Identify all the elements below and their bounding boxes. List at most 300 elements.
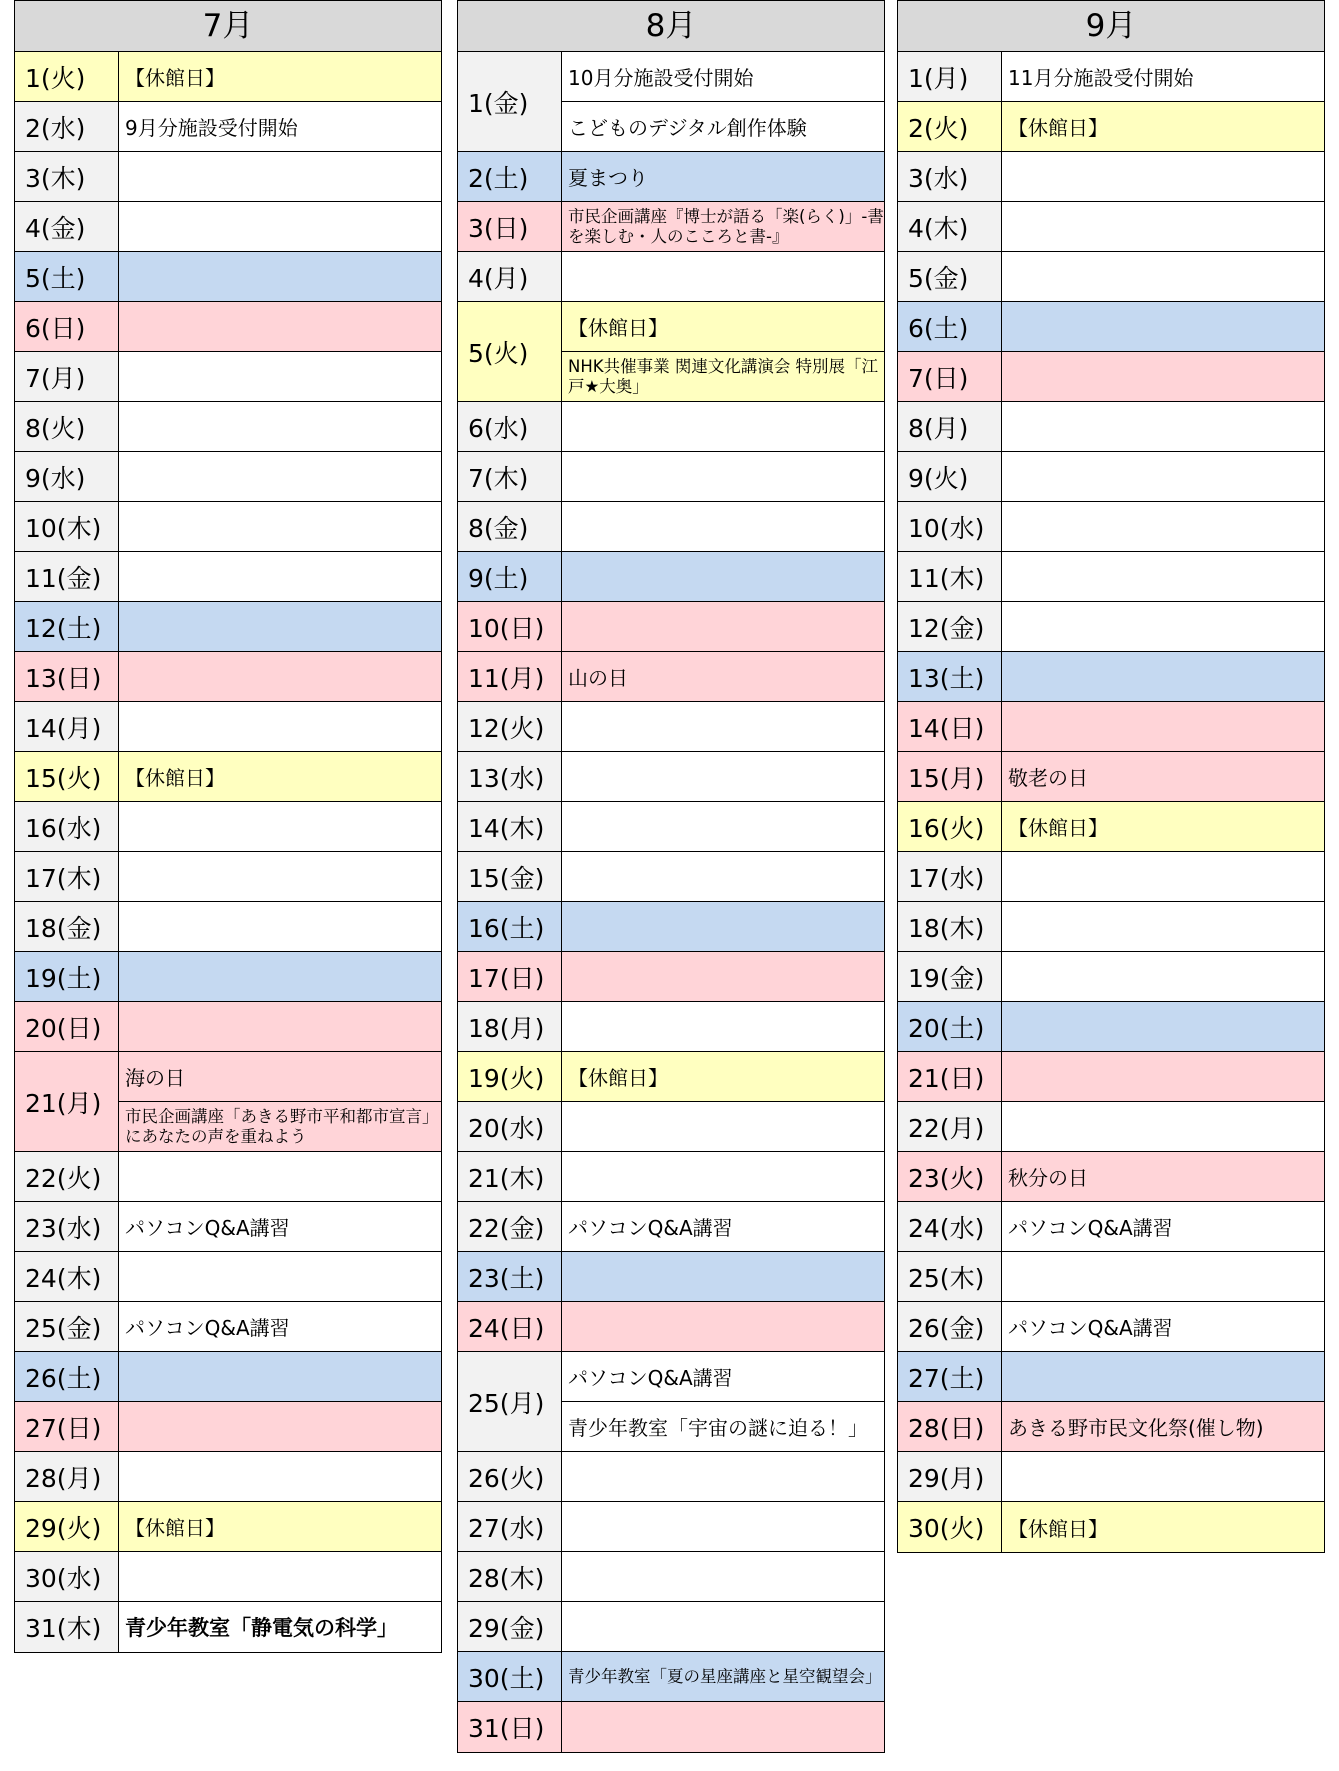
day-date: 5(土) bbox=[15, 252, 119, 301]
event-text: こどものデジタル創作体験 bbox=[568, 116, 807, 140]
event-text: 【休館日】 bbox=[125, 766, 225, 790]
day-events bbox=[562, 252, 884, 301]
event-text bbox=[562, 1302, 884, 1351]
day-events bbox=[562, 1202, 884, 1251]
event-text bbox=[1002, 1002, 1324, 1051]
day-events bbox=[119, 452, 441, 501]
day-date: 12(火) bbox=[458, 702, 562, 751]
day-list bbox=[458, 52, 884, 1752]
day-date: 24(木) bbox=[15, 1252, 119, 1301]
day-list bbox=[15, 52, 441, 1652]
event-text bbox=[1002, 502, 1324, 551]
day-events bbox=[119, 1502, 441, 1551]
event-text bbox=[119, 802, 441, 851]
day-events bbox=[562, 502, 884, 551]
day-date: 11(金) bbox=[15, 552, 119, 601]
day-row bbox=[898, 1202, 1324, 1252]
day-row bbox=[15, 302, 441, 352]
day-row bbox=[458, 302, 884, 402]
day-events bbox=[1002, 202, 1324, 251]
event-text: 夏まつり bbox=[568, 166, 648, 190]
day-row bbox=[458, 1702, 884, 1752]
day-events bbox=[562, 1702, 884, 1752]
event-text bbox=[1002, 352, 1324, 401]
day-row bbox=[898, 952, 1324, 1002]
day-events bbox=[119, 802, 441, 851]
day-events bbox=[119, 852, 441, 901]
day-row bbox=[458, 1302, 884, 1352]
event-text: 青少年教室「宇宙の謎に迫る！」 bbox=[568, 1416, 868, 1440]
event-text bbox=[119, 902, 441, 951]
day-row bbox=[15, 1002, 441, 1052]
day-row bbox=[15, 252, 441, 302]
day-date: 26(火) bbox=[458, 1452, 562, 1501]
event-text bbox=[1002, 252, 1324, 301]
day-row bbox=[15, 602, 441, 652]
event-text bbox=[1002, 1352, 1324, 1401]
day-date: 13(水) bbox=[458, 752, 562, 801]
day-events bbox=[1002, 502, 1324, 551]
day-date: 21(木) bbox=[458, 1152, 562, 1201]
day-date: 24(水) bbox=[898, 1202, 1002, 1251]
day-date: 23(火) bbox=[898, 1152, 1002, 1201]
event-text bbox=[562, 1452, 884, 1501]
day-row bbox=[898, 1352, 1324, 1402]
day-events bbox=[1002, 152, 1324, 201]
day-date: 4(月) bbox=[458, 252, 562, 301]
event-text bbox=[562, 1552, 884, 1601]
day-events bbox=[119, 552, 441, 601]
day-row bbox=[898, 902, 1324, 952]
event-text bbox=[119, 1402, 441, 1451]
month-title: 8月 bbox=[458, 1, 884, 52]
event-text bbox=[119, 252, 441, 301]
day-date: 11(木) bbox=[898, 552, 1002, 601]
event-text: パソコンQ&A講習 bbox=[1008, 1316, 1173, 1340]
day-events bbox=[119, 352, 441, 401]
event-text: 海の日 bbox=[119, 1052, 441, 1102]
day-row bbox=[458, 152, 884, 202]
day-events bbox=[1002, 1502, 1324, 1552]
event-text: 【休館日】 bbox=[1008, 116, 1108, 140]
day-row bbox=[15, 1552, 441, 1602]
day-date: 2(水) bbox=[15, 102, 119, 151]
event-text bbox=[1002, 902, 1324, 951]
day-row bbox=[898, 502, 1324, 552]
day-date: 27(土) bbox=[898, 1352, 1002, 1401]
event-text bbox=[1002, 1452, 1324, 1501]
day-events bbox=[119, 102, 441, 151]
day-row bbox=[898, 552, 1324, 602]
day-events bbox=[119, 1452, 441, 1501]
event-text bbox=[119, 952, 441, 1001]
day-date: 6(水) bbox=[458, 402, 562, 451]
day-date: 14(月) bbox=[15, 702, 119, 751]
day-date: 15(火) bbox=[15, 752, 119, 801]
day-date: 25(月) bbox=[458, 1352, 562, 1451]
event-text bbox=[119, 602, 441, 651]
day-date: 5(金) bbox=[898, 252, 1002, 301]
day-row bbox=[15, 352, 441, 402]
day-events bbox=[1002, 552, 1324, 601]
day-row bbox=[458, 852, 884, 902]
day-row bbox=[458, 402, 884, 452]
event-text bbox=[562, 602, 884, 651]
event-text bbox=[1002, 602, 1324, 651]
day-date: 12(土) bbox=[15, 602, 119, 651]
day-events bbox=[562, 1652, 884, 1701]
event-text: パソコンQ&A講習 bbox=[568, 1216, 733, 1240]
day-row bbox=[15, 652, 441, 702]
day-date: 16(水) bbox=[15, 802, 119, 851]
day-row bbox=[15, 1352, 441, 1402]
event-text bbox=[562, 1102, 884, 1151]
day-row bbox=[458, 502, 884, 552]
day-date: 30(土) bbox=[458, 1652, 562, 1701]
day-date: 12(金) bbox=[898, 602, 1002, 651]
event-text bbox=[562, 952, 884, 1001]
day-events bbox=[562, 1302, 884, 1351]
day-row bbox=[458, 1602, 884, 1652]
day-events bbox=[1002, 352, 1324, 401]
day-date: 3(木) bbox=[15, 152, 119, 201]
event-text bbox=[119, 202, 441, 251]
day-events bbox=[1002, 852, 1324, 901]
day-events bbox=[119, 1552, 441, 1601]
day-events bbox=[562, 152, 884, 201]
day-events bbox=[562, 1002, 884, 1051]
day-row bbox=[15, 702, 441, 752]
event-text: 市民企画講座「あきる野市平和都市宣言」にあなたの声を重ねよう bbox=[125, 1106, 439, 1146]
day-date: 26(土) bbox=[15, 1352, 119, 1401]
event-text bbox=[1002, 952, 1324, 1001]
day-events bbox=[562, 1602, 884, 1651]
day-row bbox=[898, 352, 1324, 402]
day-row bbox=[15, 852, 441, 902]
day-events bbox=[562, 1152, 884, 1201]
day-events bbox=[562, 402, 884, 451]
event-text: 【休館日】 bbox=[125, 66, 225, 90]
day-date: 28(日) bbox=[898, 1402, 1002, 1451]
day-events bbox=[119, 652, 441, 701]
day-row bbox=[15, 1602, 441, 1652]
day-row bbox=[15, 502, 441, 552]
day-date: 27(日) bbox=[15, 1402, 119, 1451]
event-text: 市民企画講座『博士が語る「楽(らく)」-書を楽しむ・人のこころと書-』 bbox=[568, 206, 884, 246]
day-date: 22(火) bbox=[15, 1152, 119, 1201]
event-text bbox=[1002, 1052, 1324, 1101]
day-date: 8(月) bbox=[898, 402, 1002, 451]
day-events bbox=[119, 252, 441, 301]
day-row bbox=[458, 652, 884, 702]
day-date: 17(水) bbox=[898, 852, 1002, 901]
day-row bbox=[898, 202, 1324, 252]
day-date: 6(土) bbox=[898, 302, 1002, 351]
day-events bbox=[119, 602, 441, 651]
day-row bbox=[15, 202, 441, 252]
event-text bbox=[562, 552, 884, 601]
day-row bbox=[15, 1402, 441, 1452]
event-text bbox=[562, 1602, 884, 1651]
event-text: 【休館日】 bbox=[1008, 816, 1108, 840]
day-row bbox=[898, 752, 1324, 802]
day-row bbox=[458, 1002, 884, 1052]
day-date: 24(日) bbox=[458, 1302, 562, 1351]
day-events bbox=[119, 752, 441, 801]
day-row bbox=[15, 102, 441, 152]
day-row bbox=[15, 1052, 441, 1152]
day-date: 25(木) bbox=[898, 1252, 1002, 1301]
event-text bbox=[562, 1252, 884, 1301]
event-text bbox=[119, 1452, 441, 1501]
day-row bbox=[898, 252, 1324, 302]
day-row bbox=[15, 1152, 441, 1202]
day-row bbox=[898, 802, 1324, 852]
day-events bbox=[562, 1452, 884, 1501]
day-row bbox=[15, 752, 441, 802]
day-list bbox=[898, 52, 1324, 1552]
day-row bbox=[458, 1102, 884, 1152]
day-row bbox=[458, 52, 884, 152]
day-date: 16(火) bbox=[898, 802, 1002, 851]
event-text bbox=[119, 152, 441, 201]
day-date: 18(金) bbox=[15, 902, 119, 951]
day-events bbox=[119, 502, 441, 551]
event-text: 【休館日】 bbox=[568, 1066, 668, 1090]
day-row bbox=[15, 1302, 441, 1352]
event-text bbox=[562, 502, 884, 551]
day-row bbox=[898, 1002, 1324, 1052]
event-text: 10月分施設受付開始 bbox=[562, 52, 884, 102]
day-row bbox=[458, 902, 884, 952]
day-events bbox=[119, 1402, 441, 1451]
day-row bbox=[458, 1652, 884, 1702]
day-date: 2(土) bbox=[458, 152, 562, 201]
day-date: 13(日) bbox=[15, 652, 119, 701]
day-row bbox=[898, 852, 1324, 902]
day-date: 20(日) bbox=[15, 1002, 119, 1051]
day-events bbox=[1002, 1352, 1324, 1401]
day-row bbox=[898, 1152, 1324, 1202]
event-text bbox=[1002, 152, 1324, 201]
day-date: 1(月) bbox=[898, 52, 1002, 101]
day-date: 26(金) bbox=[898, 1302, 1002, 1351]
day-events bbox=[1002, 252, 1324, 301]
day-events bbox=[119, 1602, 441, 1652]
event-text: あきる野市民文化祭(催し物) bbox=[1008, 1416, 1264, 1440]
event-text bbox=[119, 1002, 441, 1051]
day-date: 28(月) bbox=[15, 1452, 119, 1501]
day-date: 8(火) bbox=[15, 402, 119, 451]
day-events bbox=[1002, 802, 1324, 851]
day-date: 29(金) bbox=[458, 1602, 562, 1651]
day-events bbox=[119, 402, 441, 451]
day-date: 5(火) bbox=[458, 302, 562, 401]
day-row bbox=[898, 1452, 1324, 1502]
event-text bbox=[562, 402, 884, 451]
event-text: パソコンQ&A講習 bbox=[1008, 1216, 1173, 1240]
event-text bbox=[1002, 702, 1324, 751]
day-row bbox=[458, 802, 884, 852]
day-row bbox=[898, 452, 1324, 502]
day-date: 23(水) bbox=[15, 1202, 119, 1251]
day-date: 4(木) bbox=[898, 202, 1002, 251]
day-events bbox=[562, 602, 884, 651]
day-date: 25(金) bbox=[15, 1302, 119, 1351]
event-text: 【休館日】 bbox=[1008, 1516, 1108, 1541]
day-row bbox=[458, 1452, 884, 1502]
day-row bbox=[458, 702, 884, 752]
day-date: 21(日) bbox=[898, 1052, 1002, 1101]
event-text bbox=[1002, 202, 1324, 251]
day-row bbox=[898, 102, 1324, 152]
event-text: パソコンQ&A講習 bbox=[125, 1316, 290, 1340]
event-text bbox=[562, 252, 884, 301]
day-events bbox=[119, 702, 441, 751]
day-events bbox=[119, 1252, 441, 1301]
event-text bbox=[1002, 1102, 1324, 1151]
day-events bbox=[562, 1052, 884, 1101]
day-row bbox=[458, 552, 884, 602]
day-row bbox=[898, 702, 1324, 752]
day-events bbox=[562, 802, 884, 851]
day-events bbox=[1002, 602, 1324, 651]
day-events bbox=[119, 302, 441, 351]
day-date: 10(木) bbox=[15, 502, 119, 551]
event-text: パソコンQ&A講習 bbox=[125, 1216, 290, 1240]
event-text bbox=[1002, 652, 1324, 701]
day-date: 14(日) bbox=[898, 702, 1002, 751]
day-date: 14(木) bbox=[458, 802, 562, 851]
day-row bbox=[15, 802, 441, 852]
day-date: 22(月) bbox=[898, 1102, 1002, 1151]
day-events bbox=[119, 1052, 441, 1151]
day-events bbox=[119, 152, 441, 201]
event-text bbox=[119, 552, 441, 601]
event-text bbox=[119, 302, 441, 351]
day-events bbox=[119, 1002, 441, 1051]
day-row bbox=[15, 1252, 441, 1302]
day-events bbox=[1002, 52, 1324, 101]
event-text bbox=[562, 1152, 884, 1201]
day-row bbox=[898, 152, 1324, 202]
day-date: 10(水) bbox=[898, 502, 1002, 551]
day-date: 4(金) bbox=[15, 202, 119, 251]
day-events bbox=[562, 652, 884, 701]
day-events bbox=[1002, 302, 1324, 351]
day-date: 8(金) bbox=[458, 502, 562, 551]
day-row bbox=[898, 652, 1324, 702]
day-row bbox=[898, 402, 1324, 452]
day-date: 20(水) bbox=[458, 1102, 562, 1151]
day-date: 1(金) bbox=[458, 52, 562, 151]
day-date: 19(火) bbox=[458, 1052, 562, 1101]
day-row bbox=[458, 1052, 884, 1102]
event-text: 秋分の日 bbox=[1008, 1166, 1088, 1190]
day-date: 18(月) bbox=[458, 1002, 562, 1051]
event-text bbox=[119, 352, 441, 401]
event-text bbox=[119, 1352, 441, 1401]
day-events bbox=[1002, 1202, 1324, 1251]
day-row bbox=[15, 452, 441, 502]
day-date: 1(火) bbox=[15, 52, 119, 101]
event-text bbox=[1002, 452, 1324, 501]
day-events bbox=[119, 1302, 441, 1351]
day-row bbox=[15, 902, 441, 952]
day-events bbox=[562, 1502, 884, 1551]
day-date: 15(金) bbox=[458, 852, 562, 901]
event-text: 【休館日】 bbox=[125, 1516, 225, 1540]
event-text bbox=[562, 1002, 884, 1051]
day-events bbox=[1002, 102, 1324, 151]
day-date: 30(水) bbox=[15, 1552, 119, 1601]
day-row bbox=[898, 302, 1324, 352]
day-date: 15(月) bbox=[898, 752, 1002, 801]
day-row bbox=[458, 752, 884, 802]
day-date: 7(木) bbox=[458, 452, 562, 501]
day-row bbox=[898, 1102, 1324, 1152]
event-text: 11月分施設受付開始 bbox=[1008, 66, 1194, 90]
event-text bbox=[119, 702, 441, 751]
day-date: 16(土) bbox=[458, 902, 562, 951]
day-date: 31(木) bbox=[15, 1602, 119, 1652]
event-text bbox=[119, 402, 441, 451]
event-text: 山の日 bbox=[568, 666, 628, 690]
event-text bbox=[562, 702, 884, 751]
event-text bbox=[562, 902, 884, 951]
event-text bbox=[1002, 302, 1324, 351]
day-events bbox=[1002, 652, 1324, 701]
day-date: 7(日) bbox=[898, 352, 1002, 401]
event-text bbox=[119, 1252, 441, 1301]
day-events bbox=[1002, 1402, 1324, 1451]
day-date: 17(木) bbox=[15, 852, 119, 901]
day-events bbox=[1002, 1302, 1324, 1351]
day-row bbox=[458, 1252, 884, 1302]
day-events bbox=[562, 1102, 884, 1151]
event-text bbox=[562, 1502, 884, 1551]
event-text bbox=[119, 1152, 441, 1201]
day-row bbox=[458, 1152, 884, 1202]
day-events bbox=[1002, 1052, 1324, 1101]
day-row bbox=[15, 402, 441, 452]
day-events bbox=[1002, 1252, 1324, 1301]
day-events bbox=[562, 1352, 884, 1451]
day-row bbox=[458, 602, 884, 652]
day-date: 9(土) bbox=[458, 552, 562, 601]
day-date: 13(土) bbox=[898, 652, 1002, 701]
day-events bbox=[562, 902, 884, 951]
day-date: 6(日) bbox=[15, 302, 119, 351]
day-events bbox=[562, 1552, 884, 1601]
day-date: 11(月) bbox=[458, 652, 562, 701]
day-events bbox=[119, 1202, 441, 1251]
day-events bbox=[1002, 1002, 1324, 1051]
day-events bbox=[1002, 452, 1324, 501]
month-title: 7月 bbox=[15, 1, 441, 52]
day-events bbox=[1002, 702, 1324, 751]
event-text: パソコンQ&A講習 bbox=[562, 1352, 884, 1402]
day-row bbox=[458, 1202, 884, 1252]
day-date: 19(土) bbox=[15, 952, 119, 1001]
day-date: 30(火) bbox=[898, 1502, 1002, 1552]
event-text bbox=[1002, 402, 1324, 451]
day-events bbox=[1002, 752, 1324, 801]
event-text bbox=[562, 752, 884, 801]
day-date: 27(水) bbox=[458, 1502, 562, 1551]
month-title: 9月 bbox=[898, 1, 1324, 52]
day-events bbox=[562, 1252, 884, 1301]
